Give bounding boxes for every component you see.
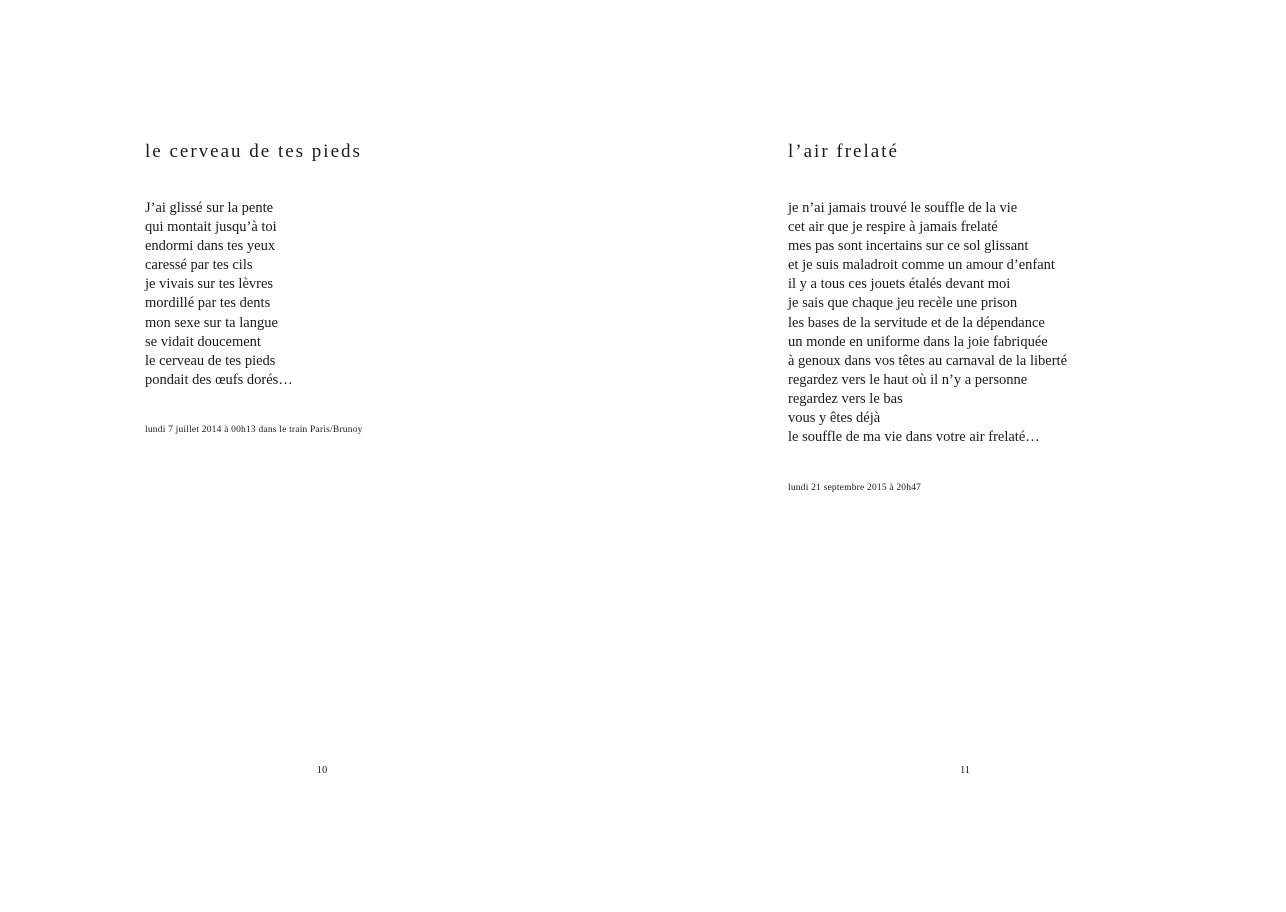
verse-line: qui montait jusqu’à toi (145, 219, 277, 236)
poem-title: le cerveau de tes pieds (145, 141, 362, 162)
verse-line: regardez vers le bas (788, 390, 903, 407)
verse-line: cet air que je respire à jamais frelaté (788, 219, 998, 236)
right-page (643, 0, 1286, 912)
page-number: 10 (316, 765, 328, 776)
verse-line: le cerveau de tes pieds (145, 352, 276, 369)
verse-line: vous y êtes déjà (788, 410, 881, 427)
page-number: 11 (959, 765, 971, 776)
poem-verses (788, 199, 1067, 447)
verse-line: pondait des œufs dorés… (145, 371, 293, 388)
verse-line: à genoux dans vos têtes au carnaval de la liberté (788, 352, 1068, 369)
verse-line: je sais que chaque jeu recèle une prison (788, 295, 1018, 312)
verse-line: se vidait doucement (145, 333, 261, 350)
verse-line: mes pas sont incertains sur ce sol glissant (788, 238, 1029, 255)
verse-line: et je suis maladroit comme un amour d’enfant (788, 257, 1055, 274)
poem-title: l’air frelaté (788, 141, 899, 162)
poem-verses (145, 199, 293, 390)
verse-line: mon sexe sur ta langue (145, 314, 278, 331)
verse-line: J’ai glissé sur la pente (145, 200, 274, 216)
verse-line: mordillé par tes dents (145, 295, 271, 312)
verse-line: regardez vers le haut où il n’y a personne (788, 371, 1028, 388)
verse-line: les bases de la servitude et de la dépendance (788, 314, 1045, 331)
verse-line: un monde en uniforme dans la joie fabriquée (788, 333, 1048, 350)
verse-line: endormi dans tes yeux (145, 238, 276, 255)
verse-line: caressé par tes cils (145, 257, 253, 274)
poem-dateline: lundi 7 juillet 2014 à 00h13 dans le train Paris/Brunoy (145, 425, 363, 435)
verse-line: je vivais sur tes lèvres (145, 276, 274, 293)
verse-line: le souffle de ma vie dans votre air frelaté… (788, 429, 1040, 446)
verse-line: il y a tous ces jouets étalés devant moi (788, 276, 1011, 293)
verse-line: je n’ai jamais trouvé le souffle de la vie (788, 200, 1018, 216)
poem-dateline: lundi 21 septembre 2015 à 20h47 (788, 483, 922, 493)
